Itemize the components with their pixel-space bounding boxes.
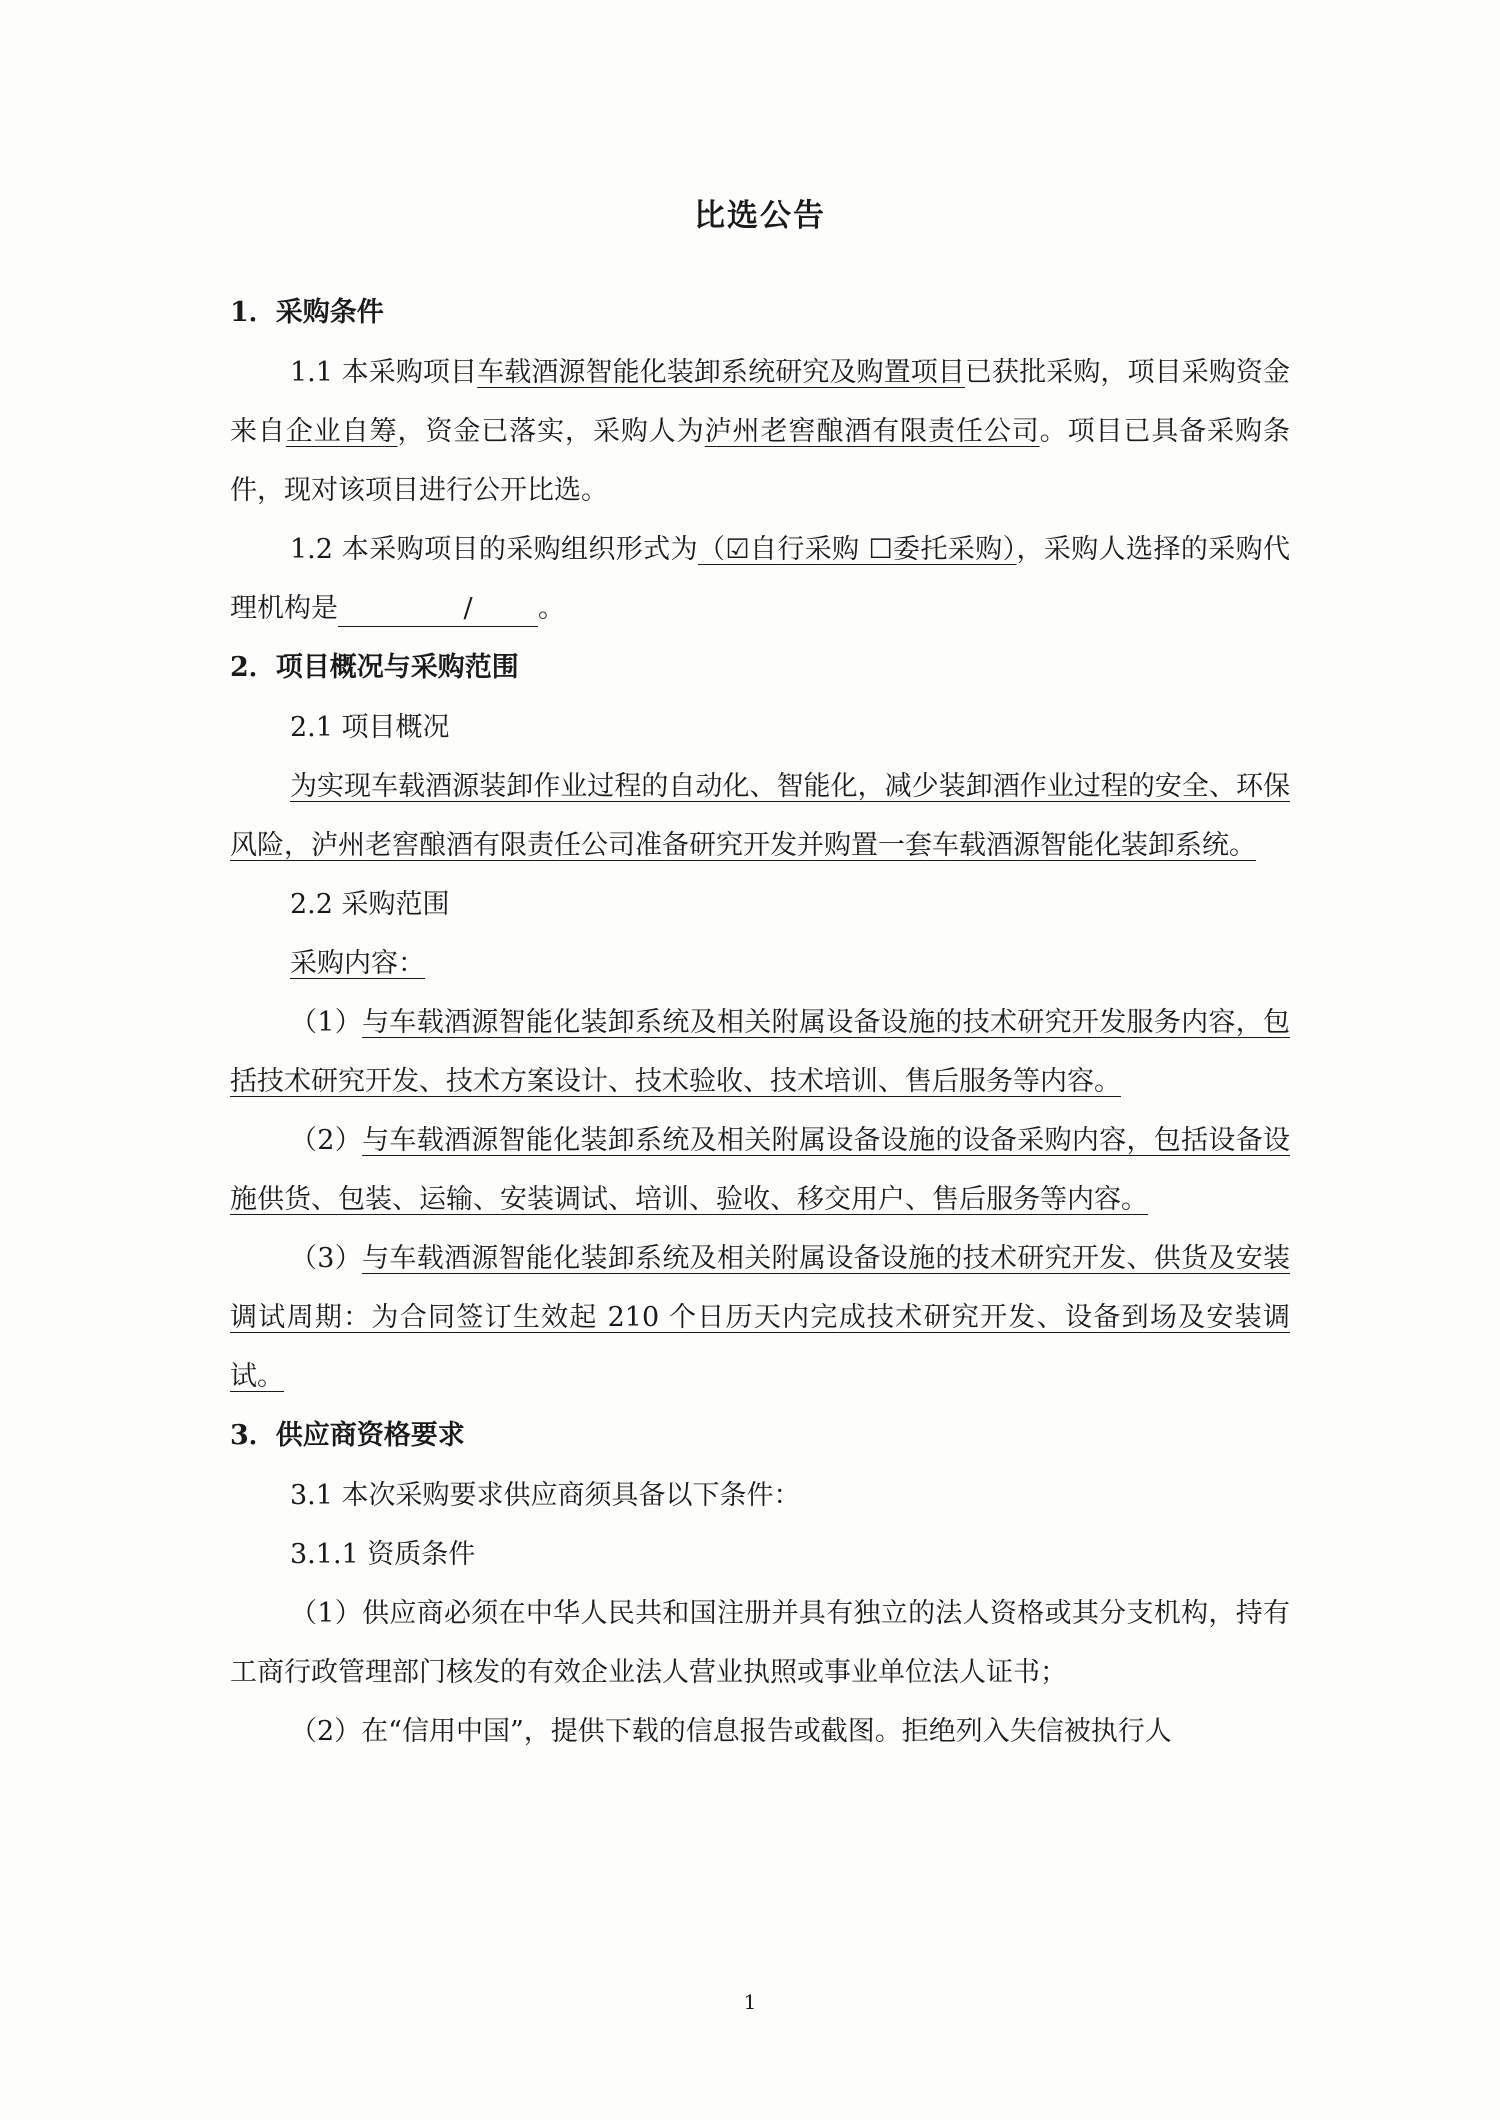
scope-item-2-text: 与车载酒源智能化装卸系统及相关附属设备设施的设备采购内容，包括设备设施供货、包装、运输、安装调试、培训、验收、移交用户、售后服务等内容。 bbox=[230, 1125, 1291, 1215]
requirement-2: （2）在“信用中国”，提供下载的信息报告或截图。拒绝列入失信被执行人 bbox=[290, 1716, 1172, 1747]
paragraph-3-1-1: 3.1.1 资质条件 bbox=[290, 1539, 476, 1570]
document-content bbox=[230, 190, 1290, 1761]
scope-item-1 bbox=[230, 993, 1290, 1111]
agency-blank: / bbox=[338, 592, 538, 627]
p11-text-d: 。项目已具备采购条件，现对该项目进行公开比选。 bbox=[230, 416, 1291, 506]
content-label: 采购内容： bbox=[290, 948, 425, 979]
p12-text-c: 。 bbox=[538, 593, 565, 624]
p11-text-a: 1.1 本采购项目 bbox=[290, 357, 478, 388]
scope-item-3 bbox=[230, 1229, 1290, 1406]
requirement-1: （1）供应商必须在中华人民共和国注册并具有独立的法人资格或其分支机构，持有工商行政管理部门核发的有效企业法人营业执照或事业单位法人证书； bbox=[230, 1598, 1290, 1688]
p11-text-b: 已获批采购，项目采购资金来自 bbox=[230, 357, 1291, 447]
subheading-2-2: 2.2 采购范围 bbox=[290, 889, 450, 920]
document-title: 比选公告 bbox=[694, 198, 826, 234]
section-2-heading: 2．项目概况与采购范围 bbox=[230, 652, 519, 683]
scope-item-3-num: （3） bbox=[290, 1243, 363, 1274]
p12-text-a: 1.2 本采购项目的采购组织形式为 bbox=[290, 534, 698, 565]
scope-item-1-num: （1） bbox=[290, 1007, 363, 1038]
overview-paragraph bbox=[230, 757, 1290, 875]
paragraph-1-1 bbox=[230, 343, 1290, 520]
fund-source: 企业自筹 bbox=[285, 416, 398, 447]
buyer-name: 泸州老窖酿酒有限责任公司 bbox=[704, 416, 1040, 447]
scope-item-3-text: 与车载酒源智能化装卸系统及相关附属设备设施的技术研究开发、供货及安装调试周期：为合同签订生效起 210 个日历天内完成技术研究开发、设备到场及安装调试。 bbox=[230, 1243, 1291, 1392]
project-name: 车载酒源智能化装卸系统研究及购置项目 bbox=[477, 357, 965, 388]
p11-text-c: ，资金已落实，采购人为 bbox=[397, 416, 705, 447]
procurement-form: （☑自行采购 ☐委托采购） bbox=[697, 534, 1017, 565]
page-number: 1 bbox=[743, 1990, 757, 2014]
scope-item-2 bbox=[230, 1111, 1290, 1229]
section-3-heading: 3．供应商资格要求 bbox=[230, 1420, 465, 1451]
p12-text-b: ，采购人选择的采购代理机构是 bbox=[230, 534, 1290, 624]
overview-text: 为实现车载酒源装卸作业过程的自动化、智能化，减少装卸酒作业过程的安全、环保风险，泸州老窖酿酒有限责任公司准备研究开发并购置一套车载酒源智能化装卸系统。 bbox=[230, 771, 1290, 861]
subheading-2-1: 2.1 项目概况 bbox=[290, 712, 450, 743]
paragraph-1-2 bbox=[230, 520, 1290, 638]
section-1-heading: 1．采购条件 bbox=[230, 297, 384, 328]
paragraph-3-1: 3.1 本次采购要求供应商须具备以下条件： bbox=[290, 1480, 801, 1511]
scope-item-1-text: 与车载酒源智能化装卸系统及相关附属设备设施的技术研究开发服务内容，包括技术研究开发、技术方案设计、技术验收、技术培训、售后服务等内容。 bbox=[230, 1007, 1291, 1097]
content-label-paragraph bbox=[230, 934, 1290, 993]
scope-item-2-num: （2） bbox=[290, 1125, 363, 1156]
